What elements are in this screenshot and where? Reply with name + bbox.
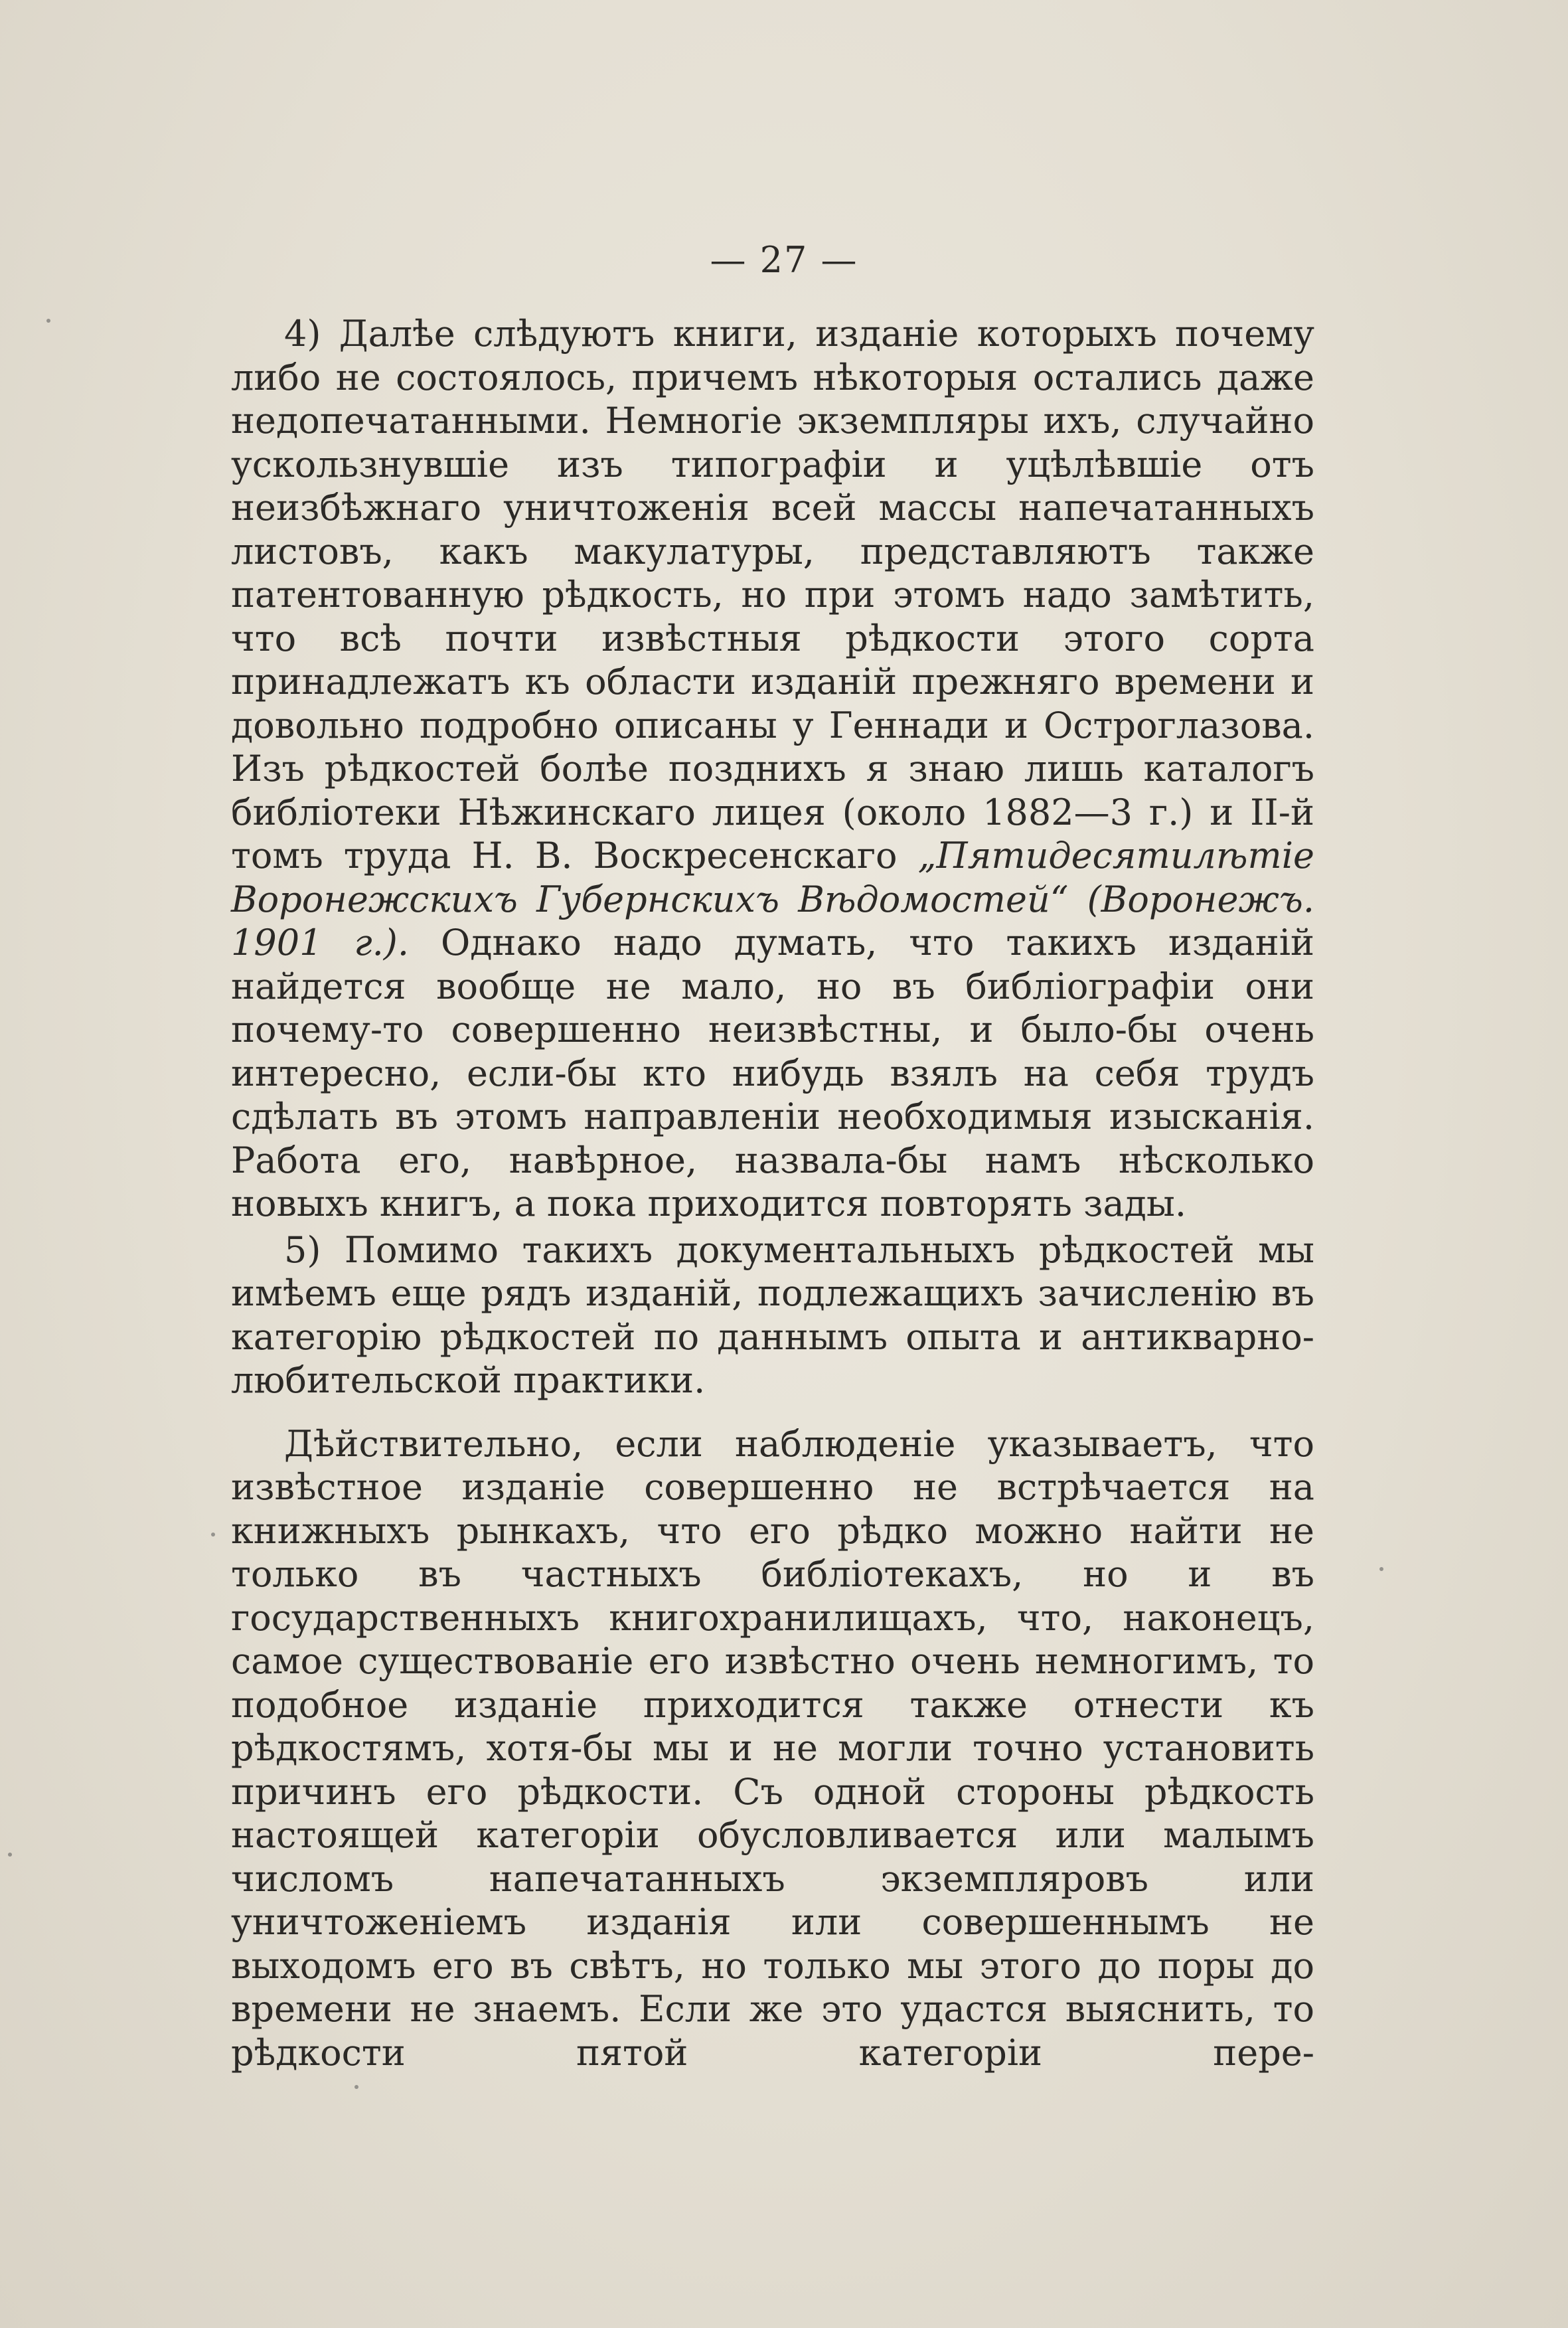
- paragraph-5: [231, 1228, 1314, 1402]
- paragraph-6: [231, 1422, 1314, 2075]
- paragraph-5-text: 5) Помимо такихъ документальныхъ рѣдкостей мы имѣемъ еще рядъ изданій, подлежащихъ зачисленію въ категорію рѣдкостей по даннымъ опыта и антикварно-любительской практики.: [231, 1228, 1314, 1401]
- paragraph-4: [231, 312, 1314, 1226]
- speck: [1379, 1567, 1383, 1571]
- speck: [46, 319, 50, 323]
- body-text: [231, 312, 1314, 2074]
- paragraph-4-italic-title: „Пятидесятилѣтіе Воронежскихъ Губернскихъ Вѣдомостей“ (Воронежъ. 1901 г.).: [231, 835, 1314, 963]
- paragraph-4-text-a: 4) Далѣе слѣдуютъ книги, изданіе которыхъ почему либо не состоялось, причемъ нѣкоторыя остались даже недопечатанными. Немногіе экземпляры ихъ, случайно ускользнувшіе изъ типографіи и уцѣлѣвшіе отъ неизбѣжнаго уничтоженія всей массы напечатанныхъ листовъ, какъ макулатуры, представляютъ также патентованную рѣдкость, но при этомъ надо замѣтить, что всѣ почти извѣстныя рѣдкости этого сорта принадлежатъ къ области изданій прежняго времени и довольно подробно описаны у Геннади и Остроглазова. Изъ рѣдкостей болѣе позднихъ я знаю лишь каталогъ библіотеки Нѣжинскаго лицея (около 1882—3 г.) и II-й томъ труда Н. В. Воскресенскаго: [231, 313, 1314, 876]
- speck: [354, 2085, 358, 2089]
- speck: [211, 1533, 215, 1537]
- speck: [8, 1853, 12, 1857]
- paragraph-4-text-b: Однако надо думать, что такихъ изданій найдется вообще не мало, но въ библіографіи они почему-то совершенно неизвѣстны, и было-бы очень интересно, если-бы кто нибудь взялъ на себя трудъ сдѣлать въ этомъ направленіи необходимыя изысканія. Работа его, навѣрное, назвала-бы намъ нѣсколько новыхъ книгъ, а пока приходится повторять зады.: [231, 922, 1315, 1224]
- paragraph-6-text: Дѣйствительно, если наблюденіе указываетъ, что извѣстное изданіе совершенно не встрѣчается на книжныхъ рынкахъ, что его рѣдко можно найти не только въ частныхъ библіотекахъ, но и въ государственныхъ книгохранилищахъ, что, наконецъ, самое существованіе его извѣстно очень немногимъ, то подобное изданіе приходится также отнести къ рѣдкостямъ, хотя-бы мы и не могли точно установить причинъ его рѣдкости. Съ одной стороны рѣдкость настоящей категоріи обусловливается или малымъ числомъ напечатанныхъ экземпляровъ или уничтоженіемъ изданія или совершеннымъ не выходомъ его въ свѣтъ, но только мы этого до поры до времени не знаемъ. Если же это удастся выяснить, то рѣдкости пятой категоріи пере-: [231, 1422, 1314, 2074]
- page-number: — 27 —: [710, 239, 858, 281]
